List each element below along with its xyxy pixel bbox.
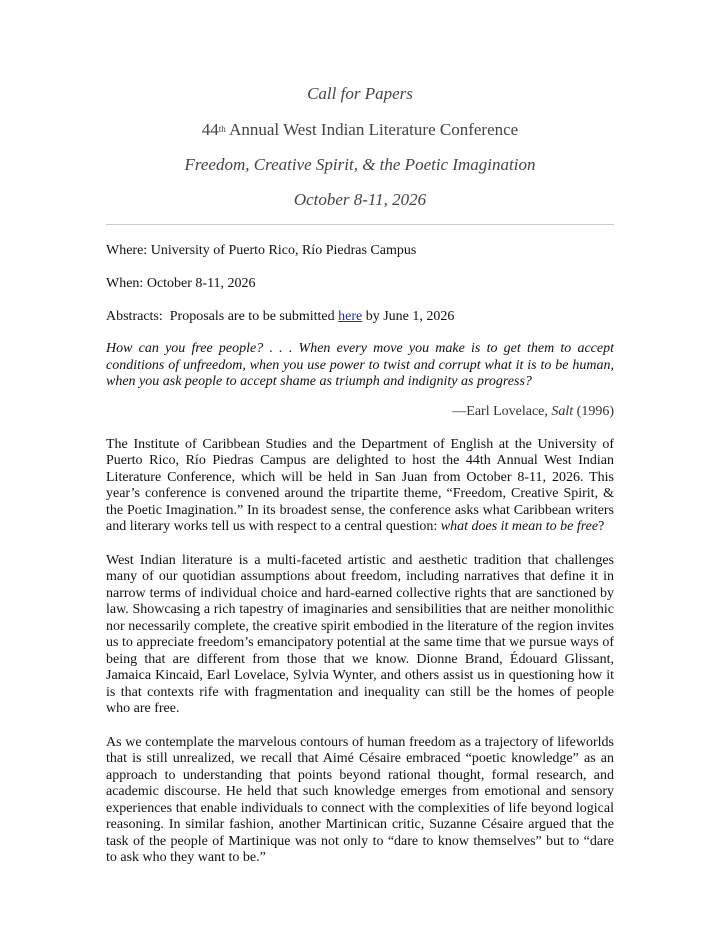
abstracts-label: Abstracts: bbox=[106, 309, 163, 324]
attribution-author: —Earl Lovelace, bbox=[452, 403, 548, 419]
attribution-year: (1996) bbox=[576, 403, 614, 419]
abstracts-line bbox=[106, 308, 614, 325]
epigraph-quote: How can you free people? . . . When every move you make is to get them to accept conditions of unfreedom, when you use power to twist and corrupt what it is to be human, when you ask people to accept shame as triumph and indignity as progress? bbox=[106, 341, 614, 389]
body-paragraph-2: West Indian literature is a multi-faceted artistic and aesthetic tradition that challenges many of our quotidian assumptions about freedom, including narratives that define it in narrow terms of individual choice and hard-earned collective rights that are sanctioned by law. Showcasing a rich tapestry of imaginaries and sensibilities that are neither monolithic nor necessarily complete, the creative spirit embodied in the literature of the region invites us to appreciate freedom’s emancipatory potential at the same time that we pursue ways of being that are different from those that we know. Dionne Brand, Édouard Glissant, Jamaica Kincaid, Earl Lovelace, Sylvia Wynter, and others assist us in questioning how it is that contexts rife with fragmentation and inequality can still be the homes of people who are free. bbox=[106, 552, 614, 716]
header-divider bbox=[106, 224, 614, 225]
p1-end: ? bbox=[598, 519, 605, 534]
cfp-title: Call for Papers bbox=[307, 84, 413, 103]
submission-link[interactable]: here bbox=[338, 309, 363, 324]
body-paragraph-3: As we contemplate the marvelous contours of human freedom as a trajectory of lifeworlds that is still unrealized, we recall that Aimé Césaire embraced “poetic knowledge” as an approach to understanding that points beyond rational thought, formal research, and academic discourse. He held that such knowledge emerges from emotional and sensory experiences that enable individuals to connect with the complexities of life beyond logical reasoning. In similar fashion, another Martinican critic, Suzanne Césaire argued that the task of the people of Martinique was not only to “dare to know themselves” but to “dare to ask who they want to be.” bbox=[106, 734, 614, 865]
conference-dates: October 8-11, 2026 bbox=[293, 190, 427, 209]
conference-name bbox=[106, 120, 614, 140]
where-value: University of Puerto Rico, Río Piedras Campus bbox=[150, 243, 417, 258]
p1-text: The Institute of Caribbean Studies and the Department of English at the University of Puerto Rico, Río Piedras Campus are delighted to host the 44th Annual West Indian Literature Conference, which will be held in San Juan from October 8-11, 2026. This year’s conference is convened around the tripartite theme, “Freedom, Creative Spirit, & the Poetic Imagination.” In its broadest sense, the conference asks what Caribbean writers and literary works tell us with respect to a central question: bbox=[106, 436, 614, 534]
where-line bbox=[106, 242, 614, 259]
abstracts-pre: Proposals are to be submitted bbox=[169, 309, 335, 324]
epigraph-attribution bbox=[106, 403, 614, 420]
conference-ordinal-suffix: th bbox=[218, 124, 226, 134]
attribution-work: Salt bbox=[551, 403, 574, 419]
p1-question: what does it mean to be free bbox=[440, 519, 599, 534]
conference-name-text: Annual West Indian Literature Conference bbox=[229, 120, 519, 139]
abstracts-post: by June 1, 2026 bbox=[365, 309, 455, 324]
conference-ordinal-number: 44 bbox=[201, 120, 219, 139]
when-value: October 8-11, 2026 bbox=[146, 276, 256, 291]
where-label: Where: bbox=[106, 243, 148, 258]
when-label: When: bbox=[106, 276, 144, 291]
body-paragraph-1 bbox=[106, 437, 614, 536]
when-line bbox=[106, 275, 614, 292]
conference-theme: Freedom, Creative Spirit, & the Poetic Imagination bbox=[184, 155, 536, 174]
